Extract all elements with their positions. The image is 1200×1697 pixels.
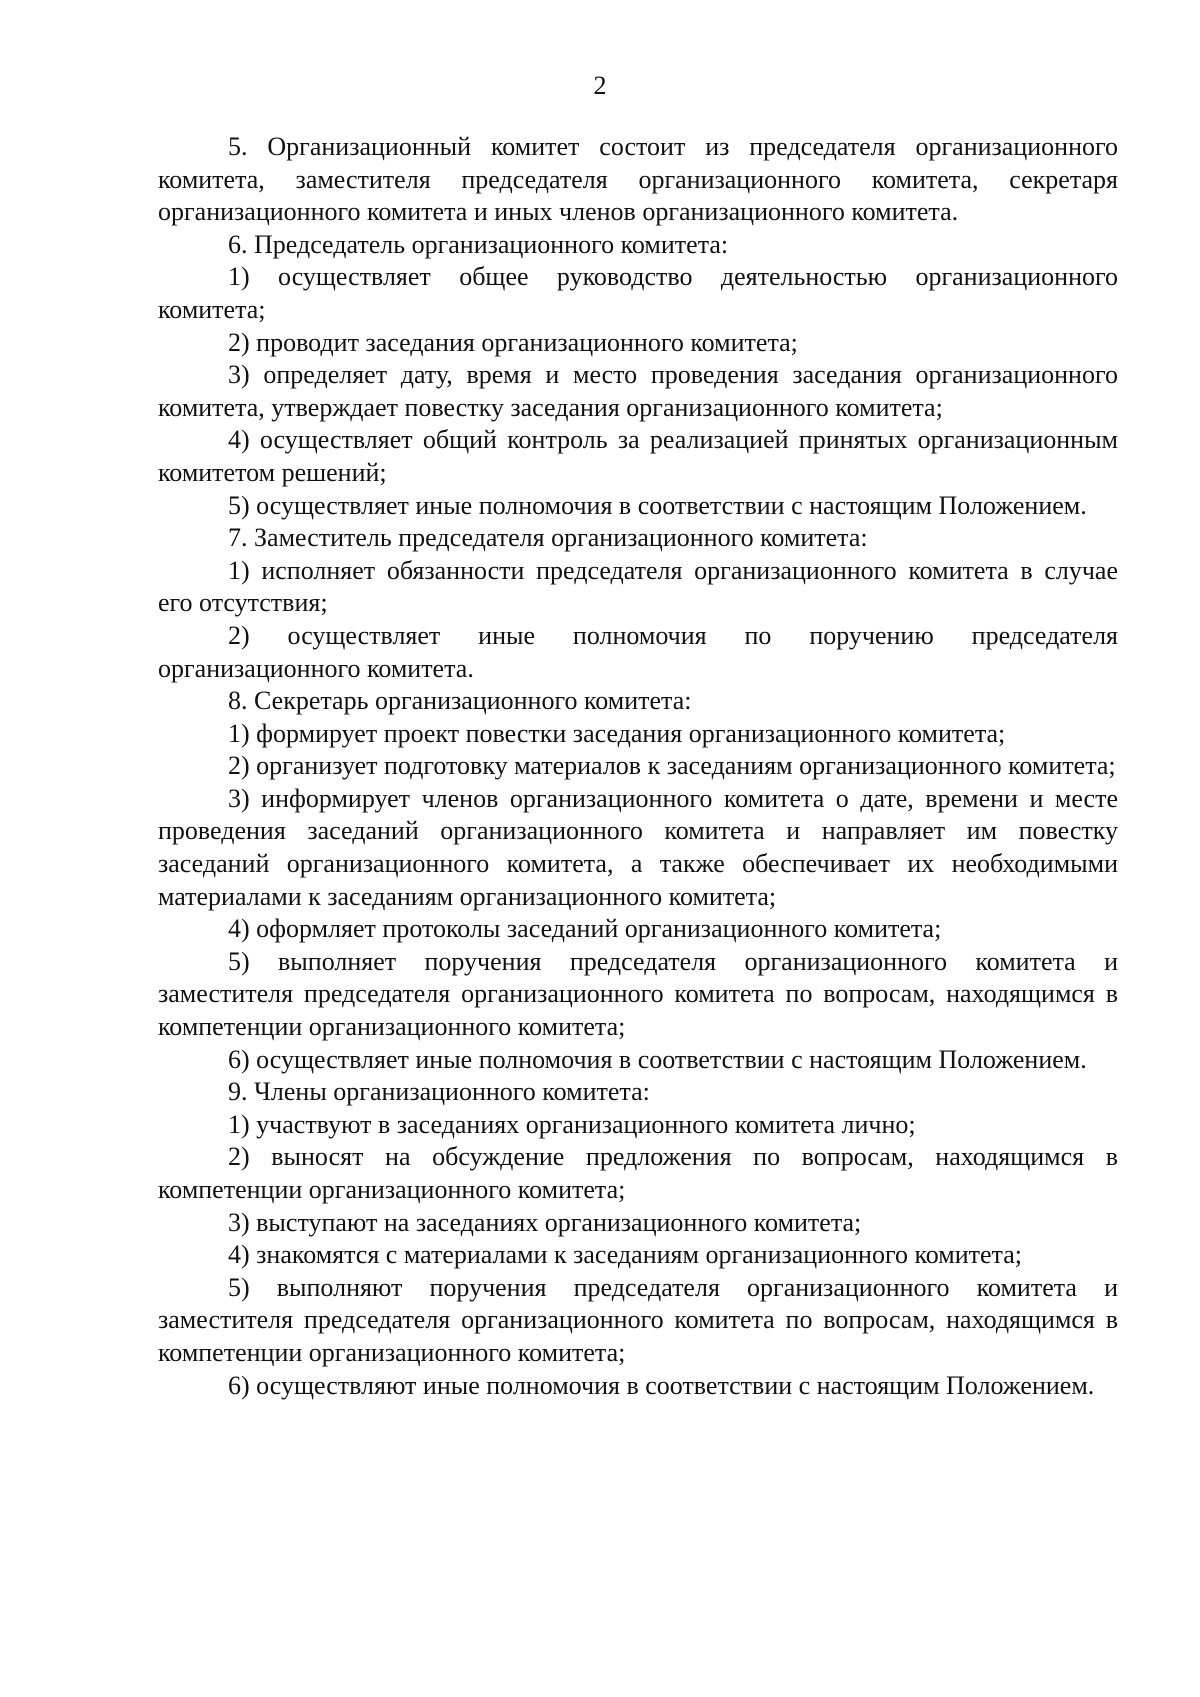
paragraph-8-item-3: 3) информирует членов организационного комитета о дате, времени и месте проведения заседаний организационного комитета и направляет им повестку заседаний организационного комитета, а также обеспечивает их необходимыми материалами к заседаниям организационного комитета; xyxy=(158,783,1118,911)
paragraph-9-item-1: 1) участвуют в заседаниях организационного комитета лично; xyxy=(228,1109,916,1139)
paragraph-7-item-1: 1) исполняет обязанности председателя организационного комитета в случае его отсутствия; xyxy=(158,555,1118,618)
paragraph-6-item-1: 1) осуществляет общее руководство деятельностью организационного комитета; xyxy=(158,262,1118,324)
paragraph-8-item-2: 2) организует подготовку материалов к заседаниям организационного комитета; xyxy=(228,751,1116,781)
paragraph-5: 5. Организационный комитет состоит из председателя организационного комитета, заместителя председателя организационного комитета, секретаря организационного комитета и иных членов организационного комитета. xyxy=(158,132,1118,227)
paragraph-9-item-3: 3) выступают на заседаниях организационного комитета; xyxy=(228,1207,862,1237)
paragraph-7-heading: 7. Заместитель председателя организационного комитета: xyxy=(228,523,868,553)
paragraph-6-item-4: 4) осуществляет общий контроль за реализацией принятых организационным комитетом решений; xyxy=(158,425,1118,487)
paragraph-8-heading: 8. Секретарь организационного комитета: xyxy=(228,686,692,716)
paragraph-7-item-2: 2) осуществляет иные полномочия по поручению председателя организационного комитета. xyxy=(158,620,1118,683)
paragraph-9-item-6: 6) осуществляют иные полномочия в соответствии с настоящим Положением. xyxy=(228,1370,1095,1400)
paragraph-9-item-5: 5) выполняют поручения председателя организационного комитета и заместителя председателя организационного комитета по вопросам, находящимся в компетенции организационного комитета; xyxy=(158,1272,1118,1367)
paragraph-6-item-5: 5) осуществляет иные полномочия в соответствии с настоящим Положением. xyxy=(228,490,1087,520)
paragraph-8-item-6: 6) осуществляет иные полномочия в соответствии с настоящим Положением. xyxy=(228,1044,1087,1074)
document-body xyxy=(158,131,1118,1402)
paragraph-6-item-2: 2) проводит заседания организационного комитета; xyxy=(228,327,798,357)
paragraph-9-heading: 9. Члены организационного комитета: xyxy=(228,1077,650,1107)
paragraph-8-item-4: 4) оформляет протоколы заседаний организационного комитета; xyxy=(228,914,942,944)
page-number: 2 xyxy=(593,71,607,100)
paragraph-9-item-4: 4) знакомятся с материалами к заседаниям организационного комитета; xyxy=(228,1240,1022,1270)
paragraph-8-item-1: 1) формирует проект повестки заседания организационного комитета; xyxy=(228,718,1006,748)
paragraph-8-item-5: 5) выполняет поручения председателя организационного комитета и заместителя председателя организационного комитета по вопросам, находящимся в компетенции организационного комитета; xyxy=(158,946,1118,1042)
paragraph-9-item-2: 2) выносят на обсуждение предложения по вопросам, находящимся в компетенции организационного комитета; xyxy=(158,1142,1118,1204)
paragraph-6-heading: 6. Председатель организационного комитета: xyxy=(228,229,729,259)
paragraph-6-item-3: 3) определяет дату, время и место проведения заседания организационного комитета, утверждает повестку заседания организационного комитета; xyxy=(158,360,1118,422)
